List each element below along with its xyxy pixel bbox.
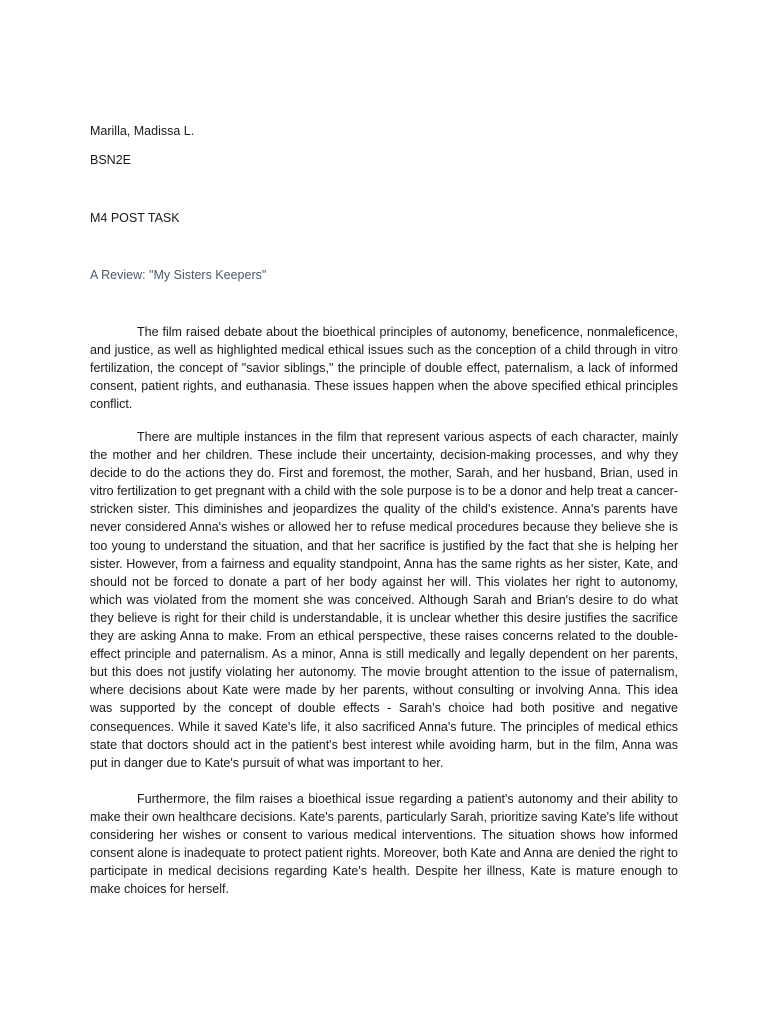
task-title: M4 POST TASK bbox=[90, 211, 180, 225]
paragraph-1 bbox=[90, 323, 678, 413]
paragraph-2 bbox=[90, 428, 678, 772]
paragraph-3 bbox=[90, 790, 678, 899]
paragraph-text: There are multiple instances in the film that represent various aspects of each character, mainly the mother and her children. These include their uncertainty, decision-making processes, and why they decide to do the actions they do. First and foremost, the mother, Sarah, and her husband, Brian, used in vitro fertilization to get pregnant with a child with the sole purpose is to be a donor and help treat a cancer-stricken sister. This diminishes and jeopardizes the quality of the child's existence. Anna's parents have never considered Anna's wishes or allowed her to refuse medical procedures because they believe she is too young to understand the situation, and that her sacrifice is justified by the fact that she is helping her sister. However, from a fairness and equality standpoint, Anna has the same rights as her sister, Kate, and should not be forced to donate a part of her body against her will. This violates her right to autonomy, which was violated from the moment she was conceived. Although Sarah and Brian's desire to do what they believe is right for their child is understandable, it is unclear whether this desire justifies the sacrifice they are asking Anna to make. From an ethical perspective, these raises concerns related to the double-effect principle and paternalism. As a minor, Anna is still medically and legally dependent on her parents, but this does not justify violating her autonomy. The movie brought attention to the issue of paternalism, where decisions about Kate were made by her parents, without consulting or involving Anna. This idea was supported by the concept of double effects - Sarah's choice had both positive and negative consequences. While it saved Kate's life, it also sacrificed Anna's future. The principles of medical ethics state that doctors should act in the patient's best interest while avoiding harm, but in the film, Anna was put in danger due to Kate's pursuit of what was important to her. bbox=[90, 430, 678, 770]
review-title: A Review: "My Sisters Keepers" bbox=[90, 268, 267, 282]
paragraph-text: The film raised debate about the bioethical principles of autonomy, beneficence, nonmaleficence, and justice, as well as highlighted medical ethical issues such as the conception of a child through in vitro fertilization, the concept of "savior siblings," the principle of double effect, paternalism, a lack of informed consent, patient rights, and euthanasia. These issues happen when the above specified ethical principles conflict. bbox=[90, 325, 678, 412]
section-code: BSN2E bbox=[90, 153, 131, 167]
author-name: Marilla, Madissa L. bbox=[90, 124, 195, 138]
paragraph-text: Furthermore, the film raises a bioethical issue regarding a patient's autonomy and their ability to make their own healthcare decisions. Kate's parents, particularly Sarah, prioritize saving Kate's life without considering her wishes or consent to various medical interventions. The situation shows how informed consent alone is inadequate to protect patient rights. Moreover, both Kate and Anna are denied the right to participate in medical decisions regarding Kate's health. Despite her illness, Kate is mature enough to make choices for herself. bbox=[90, 792, 678, 897]
